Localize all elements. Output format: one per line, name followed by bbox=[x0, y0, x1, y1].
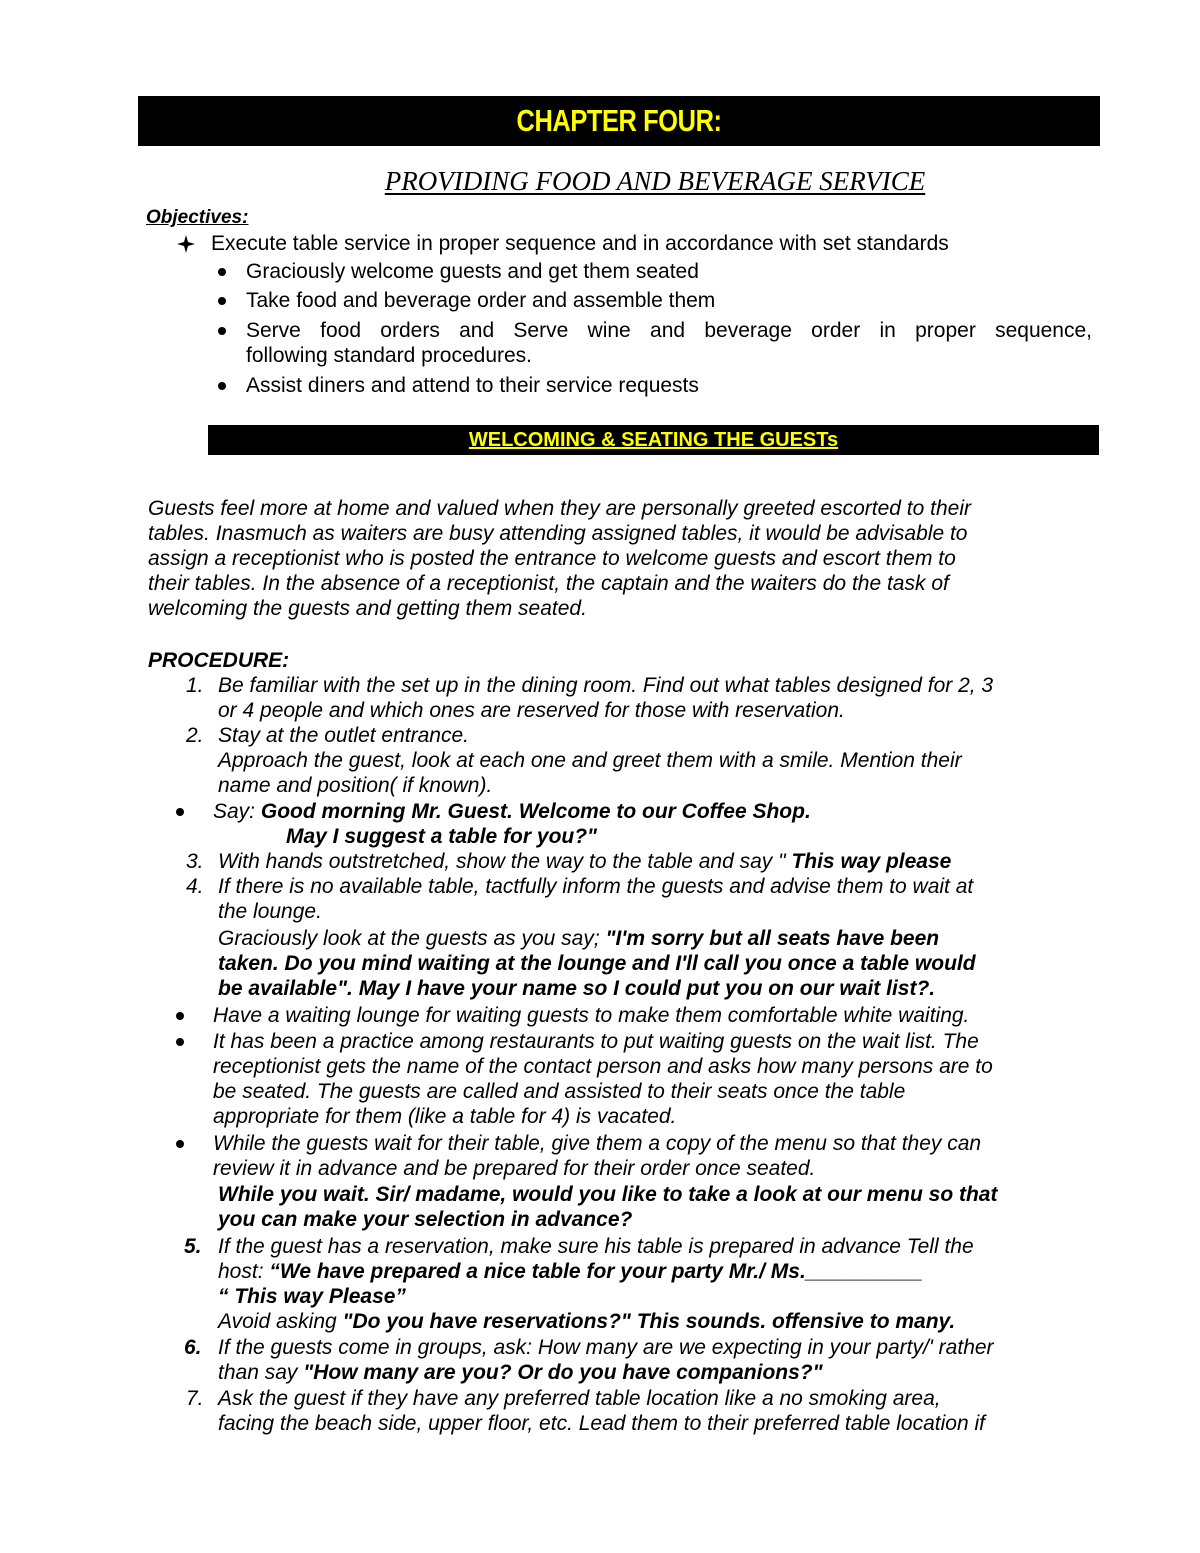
procedure-phrase: you can make your selection in advance? bbox=[218, 1208, 633, 1231]
objective-item: Serve food orders and Serve wine and beverage order in proper sequence, bbox=[246, 319, 1092, 342]
procedure-phrase: This way please bbox=[791, 850, 952, 873]
bullet-icon bbox=[176, 1140, 184, 1148]
procedure-line: appropriate for them (like a table for 4) is vacated. bbox=[213, 1105, 677, 1128]
procedure-phrase: "I'm sorry but all seats have been bbox=[605, 927, 940, 950]
procedure-line bbox=[218, 849, 951, 874]
procedure-line: or 4 people and which ones are reserved for those with reservation. bbox=[218, 699, 845, 722]
bullet-icon bbox=[218, 268, 226, 276]
procedure-line: receptionist gets the name of the contact person and asks how many persons are to bbox=[213, 1055, 993, 1078]
procedure-line bbox=[213, 799, 811, 824]
step-number: 4. bbox=[186, 875, 204, 898]
bullet-icon bbox=[176, 1012, 184, 1020]
bullet-icon bbox=[176, 1038, 184, 1046]
step-number: 3. bbox=[186, 850, 204, 873]
objective-item-continued: following standard procedures. bbox=[246, 344, 533, 367]
procedure-line: name and position( if known). bbox=[218, 774, 493, 797]
procedure-phrase: be available". May I have your name so I could put you on our wait list?. bbox=[218, 977, 936, 1000]
bullet-icon bbox=[176, 808, 184, 816]
procedure-line: review it in advance and be prepared for their order once seated. bbox=[213, 1157, 816, 1180]
procedure-line: If the guest has a reservation, make sure his table is prepared in advance Tell the bbox=[218, 1235, 974, 1258]
step-number: 5. bbox=[184, 1235, 202, 1258]
procedure-line: the lounge. bbox=[218, 900, 322, 923]
greeting-phrase: May I suggest a table for you?" bbox=[286, 825, 598, 848]
objective-item: Assist diners and attend to their service requests bbox=[246, 374, 699, 397]
bullet-icon bbox=[218, 327, 226, 335]
bullet-icon bbox=[218, 382, 226, 390]
objectives-heading: Objectives: bbox=[146, 207, 249, 228]
procedure-text: With hands outstretched, show the way to the table and say " bbox=[218, 850, 792, 873]
step-number: 7. bbox=[186, 1387, 204, 1410]
procedure-phrase: “ This way Please” bbox=[218, 1285, 406, 1308]
section-banner bbox=[208, 425, 1099, 455]
procedure-line bbox=[218, 1360, 823, 1385]
procedure-line bbox=[218, 1259, 923, 1284]
procedure-line: Ask the guest if they have any preferred table location like a no smoking area, bbox=[218, 1387, 941, 1410]
procedure-phrase: "How many are you? Or do you have companions?" bbox=[303, 1361, 823, 1384]
procedure-line bbox=[218, 1309, 955, 1334]
bullet-icon bbox=[218, 297, 226, 305]
procedure-phrase: taken. Do you mind waiting at the lounge and I'll call you once a table would bbox=[218, 952, 976, 975]
procedure-phrase: “We have prepared a nice table for your party Mr./ Ms.__________ bbox=[269, 1260, 923, 1283]
procedure-text: Graciously look at the guests as you say; bbox=[218, 927, 606, 950]
section-title: WELCOMING & SEATING THE GUESTs bbox=[468, 428, 839, 451]
intro-line: their tables. In the absence of a receptionist, the captain and the waiters do the task of bbox=[148, 572, 949, 595]
intro-line: assign a receptionist who is posted the entrance to welcome guests and escort them to bbox=[148, 547, 956, 570]
chapter-title: CHAPTER FOUR: bbox=[516, 103, 722, 138]
procedure-line: Approach the guest, look at each one and greet them with a smile. Mention their bbox=[218, 749, 962, 772]
procedure-heading: PROCEDURE: bbox=[148, 649, 290, 672]
chapter-banner bbox=[138, 96, 1100, 146]
diamond-bullet-icon bbox=[177, 235, 195, 253]
intro-line: Guests feel more at home and valued when they are personally greeted escorted to their bbox=[148, 497, 971, 520]
greeting-phrase: Good morning Mr. Guest. Welcome to our Coffee Shop. bbox=[260, 800, 811, 823]
intro-line: welcoming the guests and getting them seated. bbox=[148, 597, 587, 620]
procedure-line: Be familiar with the set up in the dining room. Find out what tables designed for 2, 3 bbox=[218, 674, 994, 697]
step-number: 2. bbox=[186, 724, 204, 747]
procedure-line: facing the beach side, upper floor, etc. Lead them to their preferred table location if bbox=[218, 1412, 985, 1435]
procedure-line: be seated. The guests are called and assisted to their seats once the table bbox=[213, 1080, 906, 1103]
chapter-subtitle: PROVIDING FOOD AND BEVERAGE SERVICE bbox=[384, 166, 926, 196]
procedure-text: than say bbox=[218, 1361, 304, 1384]
procedure-text: host: bbox=[218, 1260, 270, 1283]
procedure-line: It has been a practice among restaurants to put waiting guests on the wait list. The bbox=[213, 1030, 979, 1053]
procedure-line: If the guests come in groups, ask: How many are we expecting in your party/' rather bbox=[218, 1336, 994, 1359]
procedure-line: Have a waiting lounge for waiting guests to make them comfortable white waiting. bbox=[213, 1004, 970, 1027]
procedure-line: While the guests wait for their table, give them a copy of the menu so that they can bbox=[213, 1132, 982, 1155]
say-label: Say: bbox=[213, 800, 261, 823]
procedure-line: Stay at the outlet entrance. bbox=[218, 724, 469, 747]
step-number: 6. bbox=[184, 1336, 202, 1359]
procedure-line bbox=[218, 926, 939, 951]
objective-main: Execute table service in proper sequence and in accordance with set standards bbox=[211, 232, 949, 255]
intro-line: tables. Inasmuch as waiters are busy attending assigned tables, it would be advisable to bbox=[148, 522, 968, 545]
procedure-text: Avoid asking bbox=[218, 1310, 343, 1333]
step-number: 1. bbox=[186, 674, 204, 697]
procedure-phrase: While you wait. Sir/ madame, would you like to take a look at our menu so that bbox=[218, 1183, 998, 1206]
objective-item: Graciously welcome guests and get them seated bbox=[246, 260, 699, 283]
procedure-line: If there is no available table, tactfully inform the guests and advise them to wait at bbox=[218, 875, 974, 898]
procedure-phrase: "Do you have reservations?" This sounds. offensive to many. bbox=[342, 1310, 956, 1333]
objective-item: Take food and beverage order and assemble them bbox=[246, 289, 716, 312]
